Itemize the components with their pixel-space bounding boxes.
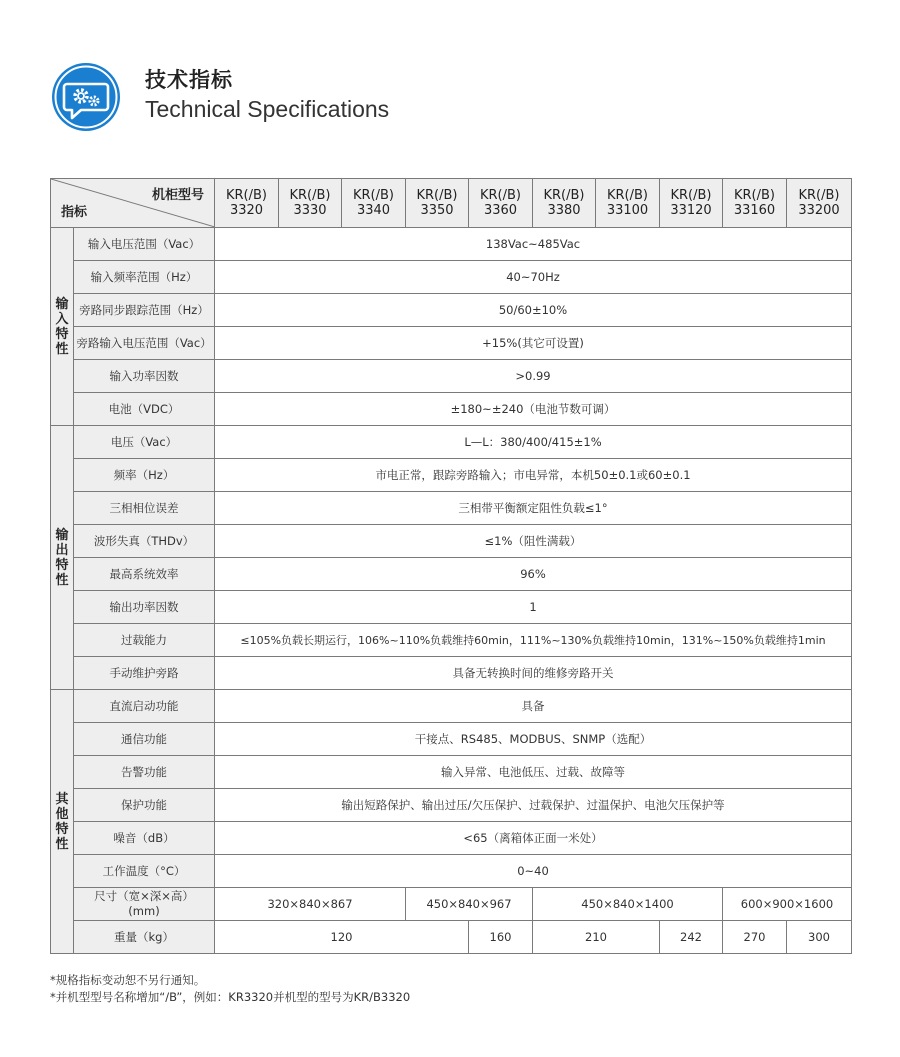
model-header: KR(/B) 3360 [469,179,533,228]
row-label: 噪音（dB） [74,822,215,855]
row-label: 输入电压范围（Vac） [74,228,215,261]
row-label: 波形失真（THDv） [74,525,215,558]
table-row [51,327,852,360]
size-value: 450×840×967 [406,888,533,921]
table-row [51,228,852,261]
model-header: KR(/B) 3330 [279,179,342,228]
table-row [51,756,852,789]
table-row [51,624,852,657]
weight-value: 120 [215,921,469,954]
weight-value: 160 [469,921,533,954]
table-row-size [51,888,852,921]
size-label: 尺寸（宽×深×高） (mm) [74,888,215,921]
table-row [51,855,852,888]
row-label: 手动维护旁路 [74,657,215,690]
row-value: 50/60±10% [215,294,852,327]
row-label: 输入频率范围（Hz） [74,261,215,294]
row-value: 输入异常、电池低压、过载、故障等 [215,756,852,789]
model-header: KR(/B) 3340 [342,179,406,228]
row-value: 138Vac~485Vac [215,228,852,261]
spec-table [50,178,852,954]
title-english: Technical Specifications [145,96,390,122]
size-value: 320×840×867 [215,888,406,921]
row-value: 0~40 [215,855,852,888]
table-row [51,822,852,855]
row-label: 工作温度（°C） [74,855,215,888]
category-other: 其他特性 [51,690,74,954]
row-label: 旁路输入电压范围（Vac） [74,327,215,360]
row-value: ≤105%负载长期运行，106%~110%负载维持60min，111%~130%负载维持10min，131%~150%负载维持1min [215,624,852,657]
table-row [51,723,852,756]
category-input: 输入特性 [51,228,74,426]
row-value: >0.99 [215,360,852,393]
weight-value: 300 [787,921,852,954]
table-row [51,360,852,393]
category-output: 输出特性 [51,426,74,690]
row-value: 三相带平衡额定阻性负载≤1° [215,492,852,525]
row-label: 电池（VDC） [74,393,215,426]
row-value: 96% [215,558,852,591]
row-value: ±180~±240（电池节数可调） [215,393,852,426]
row-label: 频率（Hz） [74,459,215,492]
row-label: 过载能力 [74,624,215,657]
weight-label: 重量（kg） [74,921,215,954]
row-value: +15%(其它可设置) [215,327,852,360]
row-value: 干接点、RS485、MODBUS、SNMP（选配） [215,723,852,756]
model-header: KR(/B) 33120 [660,179,723,228]
corner-model-label: 机柜型号 [151,188,204,203]
model-header: KR(/B) 33100 [596,179,660,228]
weight-value: 210 [533,921,660,954]
table-row [51,261,852,294]
row-value: 1 [215,591,852,624]
row-value: <65（离箱体正面一米处） [215,822,852,855]
size-value: 600×900×1600 [723,888,852,921]
row-value: 输出短路保护、输出过压/欠压保护、过载保护、过温保护、电池欠压保护等 [215,789,852,822]
row-label: 最高系统效率 [74,558,215,591]
model-header: KR(/B) 33160 [723,179,787,228]
row-value: L—L：380/400/415±1% [215,426,852,459]
table-row [51,492,852,525]
row-value: 40~70Hz [215,261,852,294]
table-row-weight [51,921,852,954]
model-header: KR(/B) 3350 [406,179,469,228]
row-label: 输入功率因数 [74,360,215,393]
gear-chat-icon [50,61,122,133]
corner-index-label: 指标 [61,205,88,220]
table-row [51,459,852,492]
row-value: 具备无转换时间的维修旁路开关 [215,657,852,690]
row-label: 旁路同步跟踪范围（Hz） [74,294,215,327]
title-chinese: 技术指标 [145,68,233,92]
row-label: 三相相位误差 [74,492,215,525]
row-label: 输出功率因数 [74,591,215,624]
model-header: KR(/B) 3380 [533,179,596,228]
table-row [51,789,852,822]
row-label: 直流启动功能 [74,690,215,723]
header-row [51,179,852,228]
table-row [51,525,852,558]
table-row [51,393,852,426]
row-label: 通信功能 [74,723,215,756]
model-header: KR(/B) 3320 [215,179,279,228]
row-label: 电压（Vac） [74,426,215,459]
table-row [51,294,852,327]
model-header: KR(/B) 33200 [787,179,852,228]
size-value: 450×840×1400 [533,888,723,921]
section-header [50,56,850,146]
table-row [51,558,852,591]
table-row [51,657,852,690]
row-value: 市电正常，跟踪旁路输入；市电异常，本机50±0.1或60±0.1 [215,459,852,492]
row-value: 具备 [215,690,852,723]
weight-value: 270 [723,921,787,954]
corner-cell [51,179,215,228]
footnote: *并机型型号名称增加“/B”，例如：KR3320并机型的型号为KR/B3320 [50,990,411,1004]
row-label: 保护功能 [74,789,215,822]
footnotes [50,972,410,1006]
footnote: *规格指标变动恕不另行通知。 [50,973,206,987]
row-value: ≤1%（阻性满载） [215,525,852,558]
table-row [51,591,852,624]
row-label: 告警功能 [74,756,215,789]
weight-value: 242 [660,921,723,954]
table-row [51,690,852,723]
table-row [51,426,852,459]
